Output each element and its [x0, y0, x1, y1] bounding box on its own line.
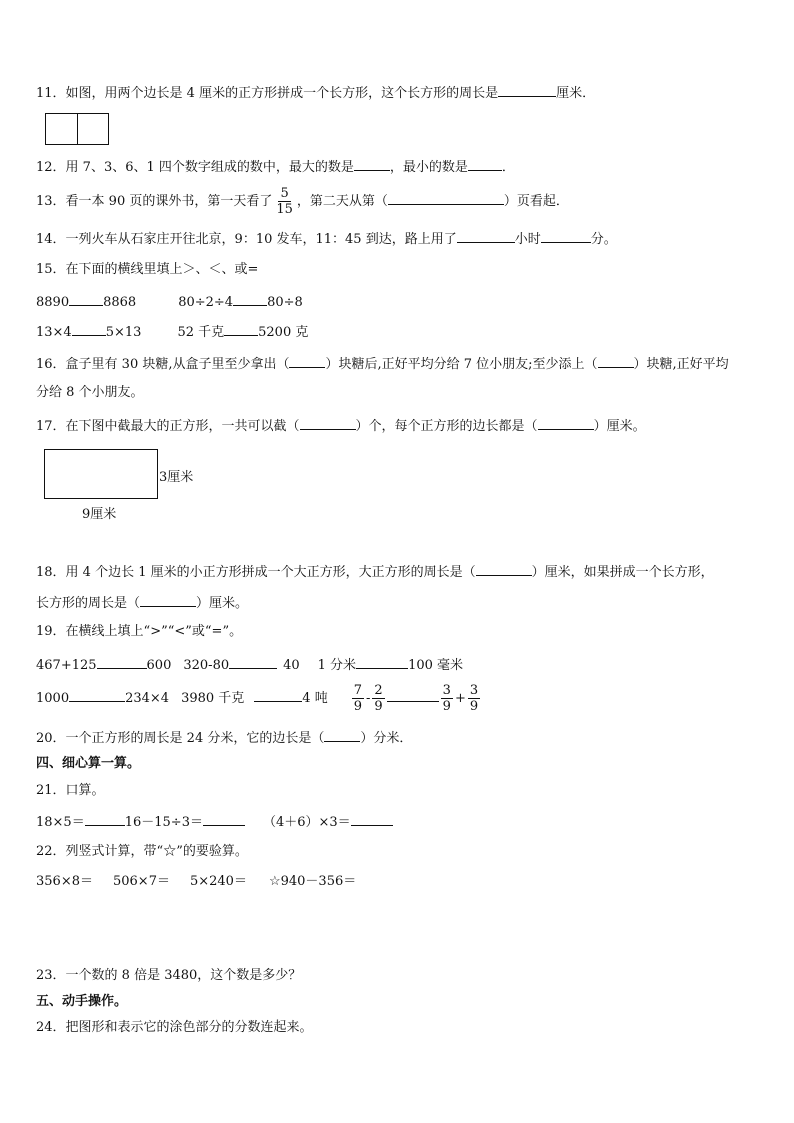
two-squares-figure [45, 113, 109, 145]
answer-blank[interactable] [69, 292, 103, 306]
answer-blank[interactable] [97, 655, 147, 669]
answer-blank[interactable] [354, 157, 390, 171]
question-11: 11．如图，用两个边长是 4 厘米的正方形拼成一个长方形，这个长方形的周长是 厘米． [36, 83, 595, 103]
question-18-line-1: 18．用 4 个边长 1 厘米的小正方形拼成一个大正方形，大正方形的周长是（ ）厘米，如果拼成一个长方形， [36, 562, 714, 582]
question-15-row-1: 8890 8868 80÷2÷4 80÷8 [36, 292, 303, 312]
question-17: 17．在下图中截最大的正方形，一共可以截（ ）个，每个正方形的边长都是（ ）厘米。 [36, 416, 646, 436]
answer-blank[interactable] [140, 593, 196, 607]
rectangle-bottom-label: 9厘米 [82, 507, 117, 522]
answer-blank[interactable] [224, 322, 258, 336]
answer-blank[interactable] [538, 416, 594, 430]
answer-blank[interactable] [476, 562, 532, 576]
answer-blank[interactable] [598, 354, 634, 368]
question-21-title: 21．口算。 [36, 783, 105, 798]
answer-blank[interactable] [85, 812, 125, 826]
answer-blank[interactable] [468, 157, 502, 171]
question-16-line-2: 分给 8 个小朋友。 [36, 385, 144, 400]
answer-blank[interactable] [229, 655, 277, 669]
question-18-line-2: 长方形的周长是（ ）厘米。 [36, 593, 248, 613]
fraction: $\frac{2}{9}$ [374, 683, 383, 714]
answer-blank[interactable] [69, 688, 125, 702]
question-23: 23．一个数的 8 倍是 3480，这个数是多少？ [36, 968, 302, 983]
section-5-heading: 五、动手操作。 [36, 994, 128, 1009]
rectangle-side-label: 3厘米 [159, 470, 194, 485]
question-13: 13．看一本 90 页的课外书，第一天看了 $\frac{5}{15}$ ，第二天从第（ ）页看起． [36, 186, 569, 217]
question-24: 24．把图形和表示它的涂色部分的分数连起来。 [36, 1020, 313, 1035]
fraction: $\frac{5}{15}$ [276, 186, 293, 217]
answer-blank[interactable] [541, 229, 591, 243]
question-22-title: 22．列竖式计算，带“☆”的要验算。 [36, 844, 248, 859]
question-21-row: 18×5＝ 16－15÷3＝ （4＋6）×3＝ [36, 812, 393, 832]
answer-blank[interactable] [457, 229, 515, 243]
answer-blank[interactable] [387, 688, 439, 702]
rectangle-figure [44, 449, 158, 499]
answer-blank[interactable] [233, 292, 267, 306]
question-14: 14．一列火车从石家庄开往北京，9：10 发车，11：45 到达，路上用了 小时 分。 [36, 229, 617, 249]
question-15-row-2: 13×4 5×13 52 千克 5200 克 [36, 322, 308, 342]
question-16-line-1: 16．盒子里有 30 块糖,从盒子里至少拿出（ ）块糖后,正好平均分给 7 位小朋友;至少添上（ ）块糖,正好平均 [36, 354, 729, 374]
answer-blank[interactable] [351, 812, 393, 826]
answer-blank[interactable] [356, 655, 408, 669]
answer-blank[interactable] [300, 416, 356, 430]
answer-blank[interactable] [203, 812, 245, 826]
question-22-row: 356×8＝ 506×7＝ 5×240＝ ☆940－356＝ [36, 874, 357, 889]
question-15-title: 15．在下面的横线里填上＞、＜、或= [36, 262, 259, 277]
answer-blank[interactable] [254, 688, 302, 702]
question-19-title: 19．在横线上填上“>”“<”或“=”。 [36, 624, 243, 639]
question-19-row-1: 467+125 600 320-80 40 1 分米 100 毫米 [36, 655, 463, 675]
fraction: $\frac{3}{9}$ [442, 683, 451, 714]
answer-blank[interactable] [498, 83, 556, 97]
question-19-row-2: 1000 234×4 3980 千克 4 吨 $\frac{7}{9}$ - $\frac{2}{9}$ $\frac{3}{9}$ + $\frac{3}{9}$ [36, 683, 479, 714]
question-12: 12．用 7、3、6、1 四个数字组成的数中，最大的数是 ，最小的数是 ． [36, 157, 515, 177]
answer-blank[interactable] [324, 728, 360, 742]
section-4-heading: 四、细心算一算。 [36, 756, 141, 771]
answer-blank[interactable] [289, 354, 325, 368]
answer-blank[interactable] [388, 191, 504, 205]
fraction: $\frac{3}{9}$ [469, 683, 479, 714]
answer-blank[interactable] [72, 322, 106, 336]
fraction: $\frac{7}{9}$ [353, 683, 362, 714]
question-20: 20．一个正方形的周长是 24 分米，它的边长是（ ）分米． [36, 728, 412, 748]
